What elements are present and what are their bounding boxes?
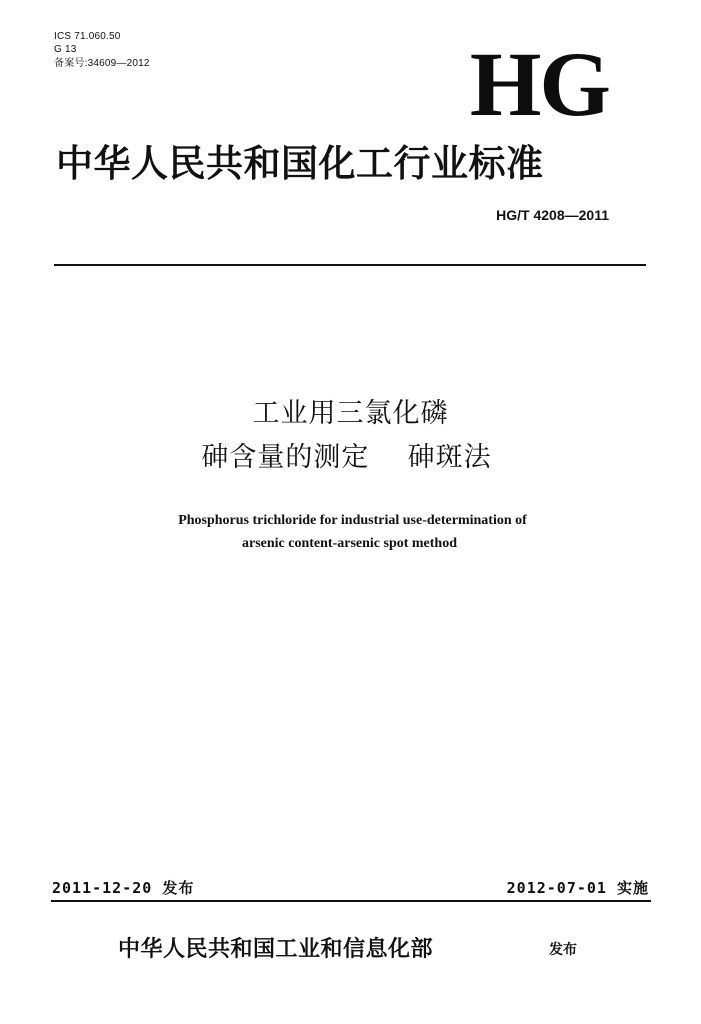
ics-code: ICS 71.060.50 xyxy=(54,31,121,42)
publish-label: 发布 xyxy=(549,942,577,958)
header-divider xyxy=(54,264,646,266)
issue-date: 2011-12-20 发布 xyxy=(52,879,195,897)
document-title-zh-line1: 工业用三氯化磷 xyxy=(252,398,449,429)
document-title-en-line2: arsenic content-arsenic spot method xyxy=(241,536,458,551)
implementation-date: 2012-07-01 实施 xyxy=(506,879,649,897)
standard-number: HG/T 4208—2011 xyxy=(496,207,609,223)
hg-logo: HG xyxy=(469,33,609,135)
ccs-code: G 13 xyxy=(54,44,77,55)
record-number: 备案号:34609—2012 xyxy=(54,58,150,69)
footer-divider xyxy=(51,900,651,902)
standard-category-title: 中华人民共和国化工行业标准 xyxy=(56,141,544,185)
publisher-name: 中华人民共和国工业和信息化部 xyxy=(118,936,434,962)
document-title-zh-line2: 砷含量的测定 砷斑法 xyxy=(201,442,492,473)
document-title-en-line1: Phosphorus trichloride for industrial use-determination of xyxy=(178,513,527,528)
